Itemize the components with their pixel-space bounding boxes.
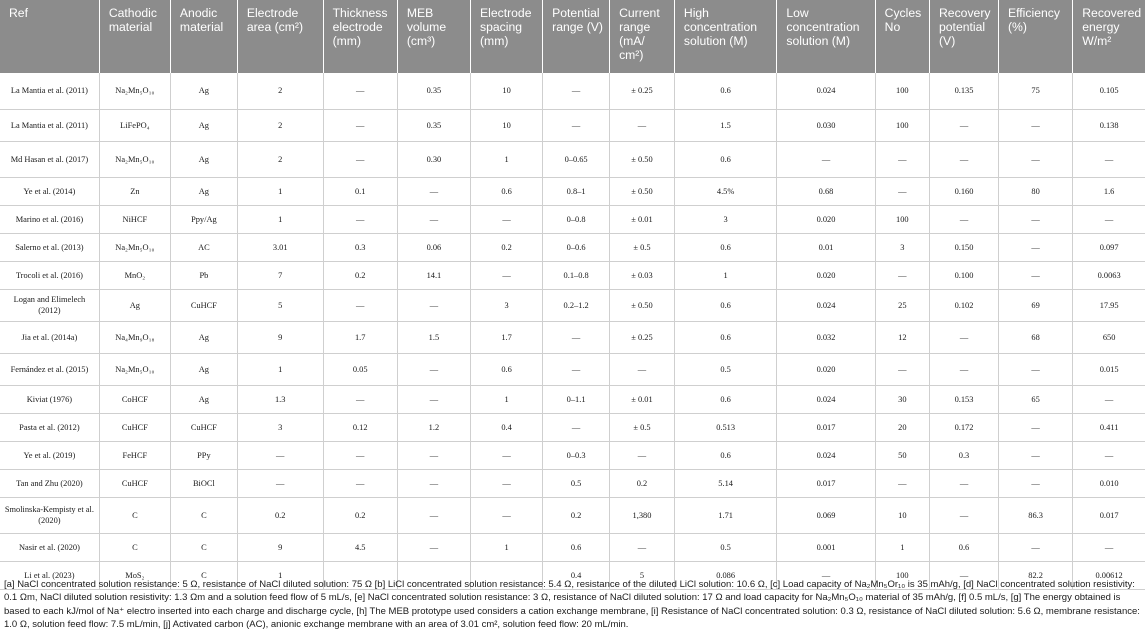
table-cell: ± 0.03 — [610, 261, 675, 289]
table-cell: 100 — [875, 205, 929, 233]
table-cell: — — [543, 109, 610, 141]
table-row — [0, 109, 1145, 141]
table-cell: 0–0.8 — [543, 205, 610, 233]
table-cell: 0.015 — [1073, 353, 1145, 385]
table-cell: 0.2–1.2 — [543, 289, 610, 321]
ref-cell: Nasir et al. (2020) — [0, 533, 99, 561]
table-cell: 0.135 — [930, 73, 999, 109]
table-cell: CuHCF — [170, 289, 237, 321]
table-cell: 1.5 — [397, 321, 470, 353]
table-row — [0, 321, 1145, 353]
table-cell: Ag — [170, 109, 237, 141]
table-cell: 0.4 — [543, 561, 610, 589]
table-cell: — — [323, 385, 397, 413]
table-cell: 0.017 — [1073, 497, 1145, 533]
table-cell: 1 — [237, 353, 323, 385]
table-cell: — — [875, 261, 929, 289]
ref-cell: Logan and Elimelech (2012) — [0, 289, 99, 321]
table-cell: 0.097 — [1073, 233, 1145, 261]
table-cell: AC — [170, 233, 237, 261]
table-cell: Ag — [170, 385, 237, 413]
table-cell: 3.01 — [237, 233, 323, 261]
table-cell: ± 0.25 — [610, 73, 675, 109]
table-cell: 0.6 — [674, 141, 776, 177]
table-cell: 1.7 — [323, 321, 397, 353]
table-cell: 0.2 — [471, 233, 543, 261]
table-cell: 0.1–0.8 — [543, 261, 610, 289]
table-cell: ± 0.50 — [610, 141, 675, 177]
table-cell: — — [323, 441, 397, 469]
table-cell: 0.6 — [674, 233, 776, 261]
table-cell: — — [875, 353, 929, 385]
column-header: Thickness electrode (mm) — [323, 0, 397, 73]
column-header: Potential range (V) — [543, 0, 610, 73]
table-cell: — — [999, 441, 1073, 469]
table-row — [0, 205, 1145, 233]
table-cell: — — [323, 289, 397, 321]
table-cell: 10 — [875, 497, 929, 533]
table-cell: 0.2 — [543, 497, 610, 533]
table-cell: 0.2 — [237, 497, 323, 533]
table-cell: 0.3 — [323, 233, 397, 261]
table-cell: 69 — [999, 289, 1073, 321]
table-cell: — — [323, 469, 397, 497]
table-cell: — — [397, 385, 470, 413]
table-cell: 10 — [471, 109, 543, 141]
table-cell: C — [170, 561, 237, 589]
table-cell: — — [777, 561, 875, 589]
ref-cell: Fernández et al. (2015) — [0, 353, 99, 385]
table-cell: — — [930, 205, 999, 233]
table-cell: — — [999, 533, 1073, 561]
table-cell: 80 — [999, 177, 1073, 205]
table-cell: — — [543, 321, 610, 353]
table-cell: 0.30 — [397, 141, 470, 177]
table-cell: 0.6 — [471, 177, 543, 205]
table-cell: — — [543, 73, 610, 109]
column-header: Current range (mA/ cm²) — [610, 0, 675, 73]
table-cell: 650 — [1073, 321, 1145, 353]
table-cell: 1 — [471, 141, 543, 177]
table-cell: — — [999, 109, 1073, 141]
table-cell: CuHCF — [170, 413, 237, 441]
table-cell: MnO₂ — [99, 261, 170, 289]
table-cell: — — [930, 141, 999, 177]
table-cell: — — [237, 469, 323, 497]
table-cell: — — [930, 353, 999, 385]
table-cell: 1.2 — [397, 413, 470, 441]
table-cell: — — [323, 141, 397, 177]
table-cell: 0.3 — [930, 441, 999, 469]
table-cell: 0.0063 — [1073, 261, 1145, 289]
table-cell: — — [875, 177, 929, 205]
table-cell: 0.00612 — [1073, 561, 1145, 589]
table-cell: Ag — [170, 73, 237, 109]
table-cell: — — [397, 533, 470, 561]
table-cell: 0.020 — [777, 261, 875, 289]
table-cell: — — [471, 205, 543, 233]
table-cell: 0.024 — [777, 289, 875, 321]
table-row — [0, 469, 1145, 497]
table-cell: 1 — [237, 205, 323, 233]
table-cell: PPy — [170, 441, 237, 469]
table-cell: — — [875, 141, 929, 177]
table-cell: Na₂Mn₅O₁₀ — [99, 141, 170, 177]
table-cell: 0.06 — [397, 233, 470, 261]
column-header: High concentration solution (M) — [674, 0, 776, 73]
table-cell: 4.5% — [674, 177, 776, 205]
table-cell: CuHCF — [99, 469, 170, 497]
table-cell: 30 — [875, 385, 929, 413]
table-cell: CuHCF — [99, 413, 170, 441]
table-row — [0, 73, 1145, 109]
table-header — [0, 0, 1145, 73]
table-cell: CoHCF — [99, 385, 170, 413]
table-cell: 0.010 — [1073, 469, 1145, 497]
table-cell: Ppy/Ag — [170, 205, 237, 233]
table-cell: 0.017 — [777, 469, 875, 497]
table-cell: C — [170, 533, 237, 561]
table-cell: — — [610, 533, 675, 561]
table-cell: — — [999, 469, 1073, 497]
table-cell: — — [1073, 533, 1145, 561]
table-cell: 0.1 — [323, 177, 397, 205]
table-cell: 0.2 — [323, 497, 397, 533]
table-cell: — — [397, 205, 470, 233]
table-cell: — — [875, 469, 929, 497]
table-cell: — — [930, 321, 999, 353]
table-cell: 7 — [237, 261, 323, 289]
table-cell: 0.024 — [777, 385, 875, 413]
table-cell: — — [1073, 385, 1145, 413]
table-cell: 3 — [875, 233, 929, 261]
table-cell: ± 0.50 — [610, 177, 675, 205]
column-header: Electrode area (cm²) — [237, 0, 323, 73]
table-cell: ± 0.50 — [610, 289, 675, 321]
table-cell: C — [170, 497, 237, 533]
table-cell: 0.411 — [1073, 413, 1145, 441]
table-row — [0, 261, 1145, 289]
table-cell: 0.513 — [674, 413, 776, 441]
ref-cell: Ye et al. (2014) — [0, 177, 99, 205]
table-cell: — — [999, 205, 1073, 233]
table-cell: 0.017 — [777, 413, 875, 441]
table-cell: 86.3 — [999, 497, 1073, 533]
column-header: Efficiency (%) — [999, 0, 1073, 73]
table-cell: 0.020 — [777, 353, 875, 385]
table-cell: — — [610, 441, 675, 469]
table-cell: ± 0.25 — [610, 321, 675, 353]
table-cell: — — [397, 353, 470, 385]
table-cell: — — [543, 353, 610, 385]
table-cell: 1.7 — [471, 321, 543, 353]
table-cell: — — [397, 289, 470, 321]
table-cell: 20 — [875, 413, 929, 441]
table-cell: — — [1073, 441, 1145, 469]
table-cell: 3 — [674, 205, 776, 233]
ref-cell: Smolinska-Kempisty et al. (2020) — [0, 497, 99, 533]
table-cell: 0.6 — [543, 533, 610, 561]
table-row — [0, 413, 1145, 441]
table-cell: 10 — [471, 73, 543, 109]
table-cell: — — [323, 205, 397, 233]
ref-cell: Li et al. (2023) — [0, 561, 99, 589]
column-header: Cathodic material — [99, 0, 170, 73]
table-cell: 0.024 — [777, 441, 875, 469]
table-cell: 1 — [875, 533, 929, 561]
table-cell: 0.5 — [543, 469, 610, 497]
table-cell: Na₂Mn₅O₁₀ — [99, 233, 170, 261]
table-cell: — — [930, 469, 999, 497]
table-cell: — — [930, 561, 999, 589]
table-cell: ± 0.01 — [610, 385, 675, 413]
table-cell: 1 — [674, 261, 776, 289]
table-cell: — — [610, 109, 675, 141]
table-cell: NiHCF — [99, 205, 170, 233]
table-cell: 5 — [237, 289, 323, 321]
table-cell: 1,380 — [610, 497, 675, 533]
table-cell: 0.172 — [930, 413, 999, 441]
table-cell: 0.024 — [777, 73, 875, 109]
table-cell: C — [99, 497, 170, 533]
table-cell: 0.2 — [323, 261, 397, 289]
table-cell: 0.5 — [674, 533, 776, 561]
table-cell: — — [999, 261, 1073, 289]
ref-cell: Salerno et al. (2013) — [0, 233, 99, 261]
column-header: Ref — [0, 0, 99, 73]
column-header: Recovered energy W/m² — [1073, 0, 1145, 73]
table-cell: FeHCF — [99, 441, 170, 469]
table-cell: 0.001 — [777, 533, 875, 561]
table-cell: — — [237, 441, 323, 469]
table-cell: — — [323, 109, 397, 141]
table-cell: 0.05 — [323, 353, 397, 385]
table-cell: 100 — [875, 561, 929, 589]
table-cell: 0.2 — [610, 469, 675, 497]
table-cell: — — [471, 469, 543, 497]
table-cell: 5.14 — [674, 469, 776, 497]
table-cell: — — [397, 469, 470, 497]
table-cell: 0.105 — [1073, 73, 1145, 109]
table-cell: 0.6 — [930, 533, 999, 561]
table-row — [0, 233, 1145, 261]
table-cell: ± 0.01 — [610, 205, 675, 233]
table-cell: 0–0.3 — [543, 441, 610, 469]
table-cell: 1.3 — [237, 385, 323, 413]
table-cell: — — [999, 141, 1073, 177]
table-cell: 82.2 — [999, 561, 1073, 589]
ref-cell: Pasta et al. (2012) — [0, 413, 99, 441]
ref-cell: La Mantia et al. (2011) — [0, 109, 99, 141]
table-cell: 5 — [610, 561, 675, 589]
table-row — [0, 533, 1145, 561]
table-cell: 1.5 — [674, 109, 776, 141]
table-cell: 0.160 — [930, 177, 999, 205]
table-cell: 1.6 — [1073, 177, 1145, 205]
table-cell: Pb — [170, 261, 237, 289]
table-cell: 0.030 — [777, 109, 875, 141]
table-cell: 75 — [999, 73, 1073, 109]
table-cell: Na₂Mn₅O₁₀ — [99, 73, 170, 109]
ref-cell: Kiviat (1976) — [0, 385, 99, 413]
table-cell: 1.71 — [674, 497, 776, 533]
table-cell: LiFePO₄ — [99, 109, 170, 141]
table-cell: Ag — [170, 141, 237, 177]
table-cell: Ag — [170, 177, 237, 205]
table-cell: — — [930, 109, 999, 141]
table-cell: — — [930, 497, 999, 533]
table-cell: Na₂Mn₅O₁₀ — [99, 353, 170, 385]
table-cell: 0.6 — [674, 73, 776, 109]
table-cell: 0.032 — [777, 321, 875, 353]
header-row — [0, 0, 1145, 73]
table-cell: 0.020 — [777, 205, 875, 233]
column-header: Recovery potential (V) — [930, 0, 999, 73]
table-cell: — — [543, 413, 610, 441]
table-cell: 0.4 — [471, 413, 543, 441]
column-header: Low concentration solution (M) — [777, 0, 875, 73]
table-row — [0, 177, 1145, 205]
table-row — [0, 141, 1145, 177]
table-cell: Na₄Mn₉O₁₈ — [99, 321, 170, 353]
table-cell: Ag — [170, 321, 237, 353]
table-cell: 0.68 — [777, 177, 875, 205]
column-header: Anodic material — [170, 0, 237, 73]
table-cell: 0–0.6 — [543, 233, 610, 261]
table-cell: ± 0.5 — [610, 233, 675, 261]
ref-cell: Md Hasan et al. (2017) — [0, 141, 99, 177]
table-cell: Ag — [170, 353, 237, 385]
table-cell: 0–1.1 — [543, 385, 610, 413]
table-cell: 0.150 — [930, 233, 999, 261]
table-cell: 0.069 — [777, 497, 875, 533]
table-cell: 0.35 — [397, 109, 470, 141]
table-cell: 0.6 — [674, 385, 776, 413]
table-cell: — — [777, 141, 875, 177]
table-cell: 2 — [237, 73, 323, 109]
table-cell: Zn — [99, 177, 170, 205]
table-cell: — — [323, 73, 397, 109]
table-cell: 0.6 — [674, 441, 776, 469]
table-cell: 0.153 — [930, 385, 999, 413]
column-header: Electrode spacing (mm) — [471, 0, 543, 73]
table-cell: — — [397, 177, 470, 205]
table-cell: — — [471, 497, 543, 533]
table-footnotes: [a] NaCl concentrated solution resistance: 5 Ω, resistance of NaCl diluted solution: 75 Ω [b] LiCl concentrated solution resistance: 5.4 Ω, resistance of the diluted LiCl solution: 10.6 Ω, [c] Load capacity of Na₂Mn₅Or₁₀ is 35 mAh/g, [d] NaCl concentrated solution resistivity: 0.1 Ωm, NaCl diluted solution resistivity: 1.3 Ωm and a solution feed flow of 5 mL/s, [e] NaCl concentrated solution resistance: 3 Ω, resistance of NaCl diluted solution: 17 Ω and load capacity for Na₂Mn₅O₁₀ material of 35 mAh/g, [f] 0.5 mL/s, [g] The energy obtained is based to each kJ/mol of Na⁺ electro inserted into each charge and discharge cycle, [h] The MEB prototype used considers a cation exchange membrane, [i] Resistance of NaCl concentrated solution: 0.3 Ω, resistance of NaCl diluted solution: 5.6 Ω, membrane resistance: 1.0 Ω, solution feed flow: 7.5 mL/min, [j] Activated carbon (AC), anionic exchange membrane with an area of 3.01 cm², solution feed flow: 20 mL/min. — [4, 579, 1140, 631]
table-cell: 4.5 — [323, 533, 397, 561]
table-cell: 9 — [237, 533, 323, 561]
table-cell: 1 — [237, 561, 323, 589]
table-cell: 65 — [999, 385, 1073, 413]
table-cell: 68 — [999, 321, 1073, 353]
table-row — [0, 353, 1145, 385]
table-cell: — — [999, 413, 1073, 441]
table-cell: 3 — [237, 413, 323, 441]
table-row — [0, 441, 1145, 469]
table-cell: 0.12 — [323, 413, 397, 441]
table-cell: 2 — [237, 141, 323, 177]
table-cell: 100 — [875, 109, 929, 141]
table-cell: 0.086 — [674, 561, 776, 589]
ref-cell: Trocoli et al. (2016) — [0, 261, 99, 289]
table-cell: 0.01 — [777, 233, 875, 261]
ref-cell: Marino et al. (2016) — [0, 205, 99, 233]
table-cell: 1 — [471, 533, 543, 561]
table-cell: 3 — [471, 289, 543, 321]
table-body — [0, 73, 1145, 589]
table-cell: 0.138 — [1073, 109, 1145, 141]
table-cell: 0.6 — [471, 353, 543, 385]
table-cell: — — [610, 353, 675, 385]
column-header: MEB volume (cm³) — [397, 0, 470, 73]
table-cell: — — [471, 261, 543, 289]
table-cell: — — [397, 497, 470, 533]
table-cell: 0.100 — [930, 261, 999, 289]
table-cell: 100 — [875, 73, 929, 109]
table-cell: ± 0.5 — [610, 413, 675, 441]
table-cell: C — [99, 533, 170, 561]
ref-cell: La Mantia et al. (2011) — [0, 73, 99, 109]
table-cell: — — [471, 441, 543, 469]
table-cell: — — [397, 441, 470, 469]
table-cell: 0.6 — [674, 289, 776, 321]
table-row — [0, 289, 1145, 321]
table-cell: Ag — [99, 289, 170, 321]
table-cell: MoS₂ — [99, 561, 170, 589]
table-cell: 50 — [875, 441, 929, 469]
ref-cell: Tan and Zhu (2020) — [0, 469, 99, 497]
table-cell: 0–0.65 — [543, 141, 610, 177]
table-cell: 17.95 — [1073, 289, 1145, 321]
table-cell: 0.6 — [674, 321, 776, 353]
table-cell: 14.1 — [397, 261, 470, 289]
table-row — [0, 497, 1145, 533]
table-cell: 0.5 — [674, 353, 776, 385]
table-cell: — — [1073, 141, 1145, 177]
table-cell: 0.102 — [930, 289, 999, 321]
table-row — [0, 385, 1145, 413]
table-cell: 2 — [237, 109, 323, 141]
table-cell: BiOCl — [170, 469, 237, 497]
ref-cell: Ye et al. (2019) — [0, 441, 99, 469]
column-header: Cycles No — [875, 0, 929, 73]
table-cell: 25 — [875, 289, 929, 321]
table-cell: 0.35 — [397, 73, 470, 109]
table-cell: 1 — [237, 177, 323, 205]
table-cell: 1 — [471, 385, 543, 413]
table-cell: — — [1073, 205, 1145, 233]
ref-cell: Jia et al. (2014a) — [0, 321, 99, 353]
table-cell: — — [999, 233, 1073, 261]
table-cell: 12 — [875, 321, 929, 353]
table-cell: 9 — [237, 321, 323, 353]
table-cell: — — [999, 353, 1073, 385]
table-cell: 0.8–1 — [543, 177, 610, 205]
